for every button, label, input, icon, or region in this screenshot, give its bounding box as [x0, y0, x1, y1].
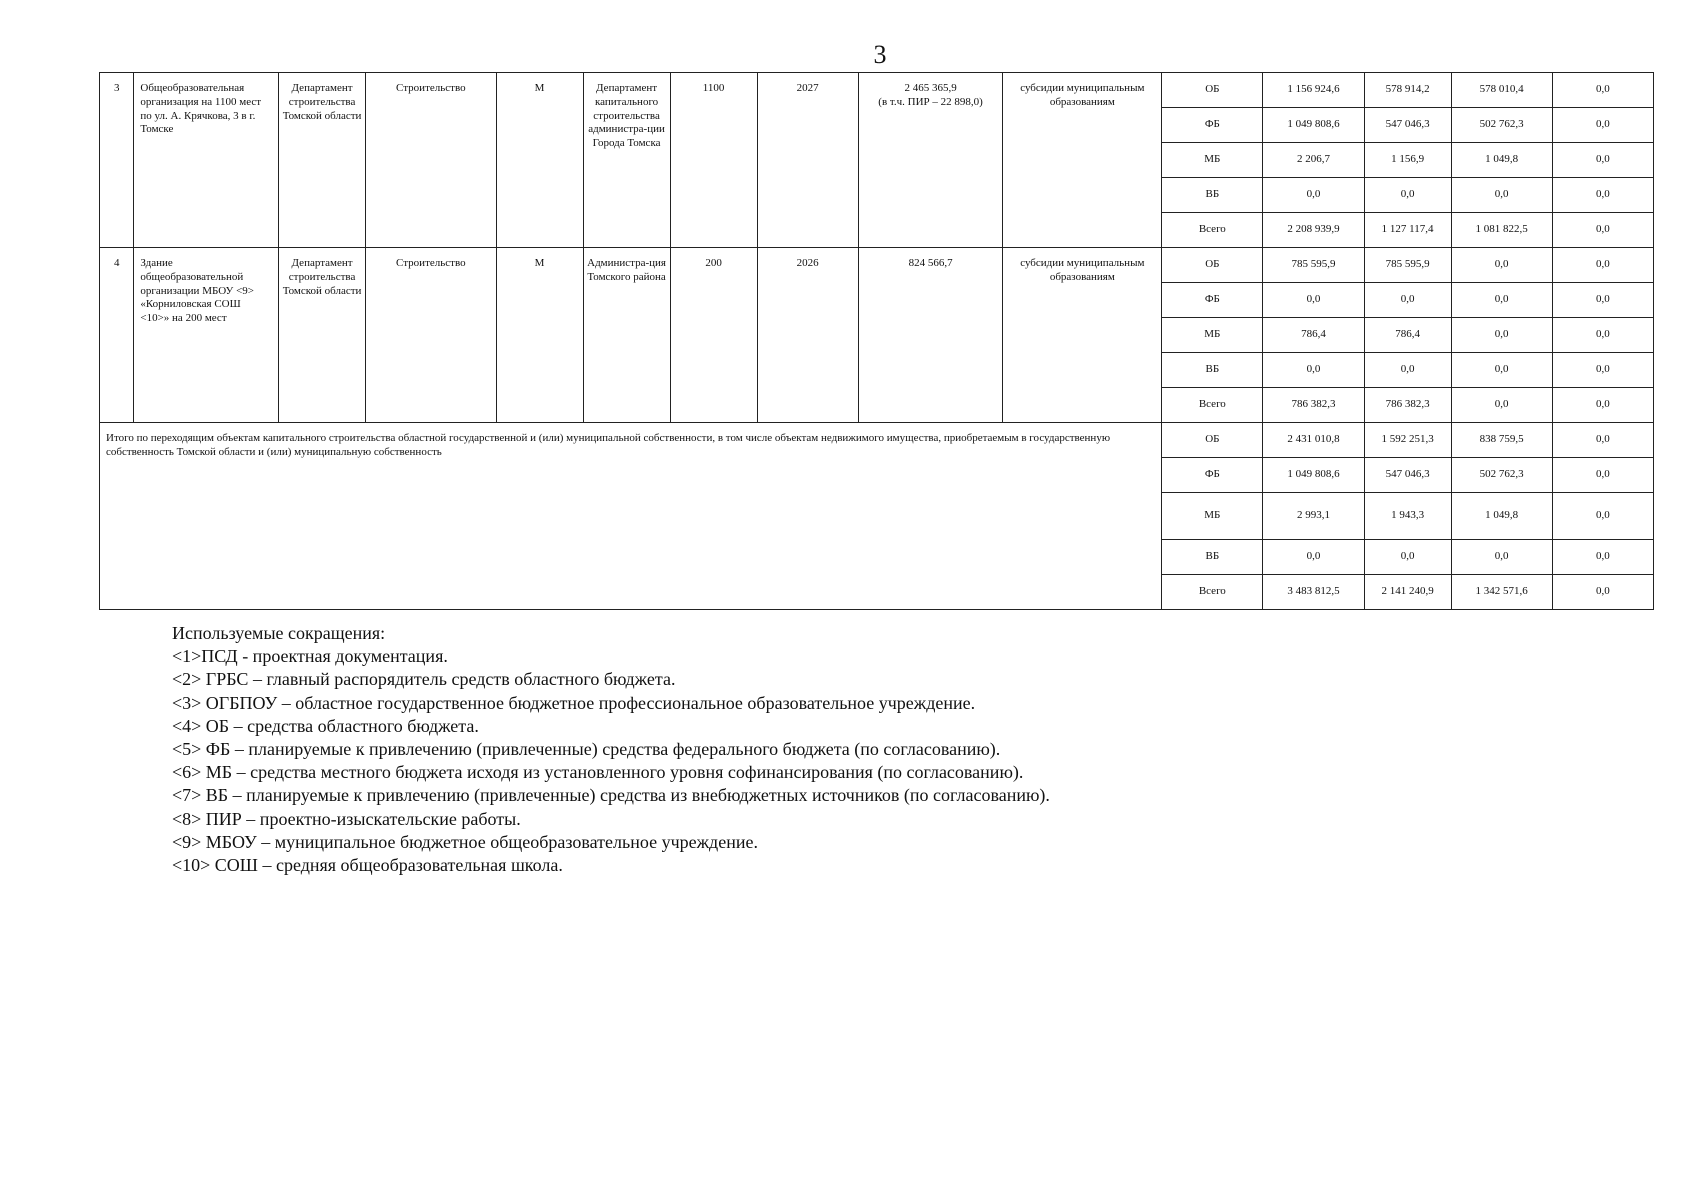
- ownership-form-cell: М: [496, 248, 583, 423]
- table-row: [100, 248, 1654, 283]
- amount-year3: 0,0: [1552, 283, 1653, 318]
- ownership-form-cell: М: [496, 73, 583, 248]
- amount-year3: 0,0: [1552, 353, 1653, 388]
- row-number: 4: [100, 248, 134, 423]
- capacity-cell: 1100: [670, 73, 757, 248]
- amount-year2: 578 010,4: [1451, 73, 1552, 108]
- object-name: Общеобразовательная организация на 1100 мест по ул. А. Крячкова, 3 в г. Томске: [134, 73, 279, 248]
- amount-total: 2 993,1: [1263, 493, 1364, 540]
- row-number: 3: [100, 73, 134, 248]
- amount-year1: 0,0: [1364, 283, 1451, 318]
- amount-year1: 1 592 251,3: [1364, 423, 1451, 458]
- note-item: <2> ГРБС – главный распорядитель средств областного бюджета.: [172, 669, 676, 690]
- amount-year1: 0,0: [1364, 178, 1451, 213]
- funding-source: Всего: [1162, 575, 1263, 610]
- amount-year1: 578 914,2: [1364, 73, 1451, 108]
- amount-year3: 0,0: [1552, 423, 1653, 458]
- amount-year1: 786,4: [1364, 318, 1451, 353]
- funding-form-cell: субсидии муниципальным образованиям: [1003, 248, 1162, 423]
- amount-total: 2 208 939,9: [1263, 213, 1364, 248]
- amount-year1: 0,0: [1364, 540, 1451, 575]
- amount-total: 0,0: [1263, 353, 1364, 388]
- amount-total: 2 206,7: [1263, 143, 1364, 178]
- estimated-cost-cell: [858, 248, 1003, 423]
- amount-year3: 0,0: [1552, 318, 1653, 353]
- note-item: <3> ОГБПОУ – областное государственное бюджетное профессиональное образовательное учреждение.: [172, 692, 976, 713]
- note-item: <6> МБ – средства местного бюджета исходя из установленного уровня софинансирования (по согласованию).: [172, 762, 1024, 783]
- year-cell: 2027: [757, 73, 858, 248]
- year-cell: 2026: [757, 248, 858, 423]
- amount-year2: 0,0: [1451, 283, 1552, 318]
- amount-year1: 786 382,3: [1364, 388, 1451, 423]
- note-item: <10> СОШ – средняя общеобразовательная школа.: [172, 855, 563, 876]
- amount-total: 785 595,9: [1263, 248, 1364, 283]
- amount-year2: 0,0: [1451, 318, 1552, 353]
- note-item: <7> ВБ – планируемые к привлечению (привлеченные) средства из внебюджетных источников (по согласованию).: [172, 785, 1050, 806]
- amount-year2: 0,0: [1451, 540, 1552, 575]
- amount-year2: 0,0: [1451, 178, 1552, 213]
- funding-source: Всего: [1162, 213, 1263, 248]
- capacity-cell: 200: [670, 248, 757, 423]
- funding-source: МБ: [1162, 143, 1263, 178]
- amount-year3: 0,0: [1552, 388, 1653, 423]
- object-name: Здание общеобразовательной организации МБОУ <9> «Корниловская СОШ <10>» на 200 мест: [134, 248, 279, 423]
- amount-total: 2 431 010,8: [1263, 423, 1364, 458]
- amount-year2: 502 762,3: [1451, 458, 1552, 493]
- amount-total: 1 156 924,6: [1263, 73, 1364, 108]
- estimated-cost-note: (в т.ч. ПИР – 22 898,0): [878, 95, 983, 108]
- amount-year3: 0,0: [1552, 540, 1653, 575]
- amount-year1: 547 046,3: [1364, 458, 1451, 493]
- amount-year3: 0,0: [1552, 575, 1653, 610]
- customer-cell: Департамент капитального строительства администра-ции Города Томска: [583, 73, 670, 248]
- amount-total: 1 049 808,6: [1263, 108, 1364, 143]
- amount-year2: 0,0: [1451, 388, 1552, 423]
- amount-year1: 1 127 117,4: [1364, 213, 1451, 248]
- amount-year1: 0,0: [1364, 353, 1451, 388]
- note-item: <1>ПСД - проектная документация.: [172, 646, 448, 667]
- funding-source: ФБ: [1162, 283, 1263, 318]
- amount-total: 786 382,3: [1263, 388, 1364, 423]
- work-kind-cell: Строительство: [366, 248, 497, 423]
- page-number: 3: [873, 40, 887, 69]
- funding-form-cell: субсидии муниципальным образованиям: [1003, 73, 1162, 248]
- work-kind-cell: Строительство: [366, 73, 497, 248]
- grbs-cell: Департамент строительства Томской области: [279, 248, 366, 423]
- funding-source: Всего: [1162, 388, 1263, 423]
- funding-source: ФБ: [1162, 108, 1263, 143]
- amount-year1: 1 156,9: [1364, 143, 1451, 178]
- amount-total: 0,0: [1263, 178, 1364, 213]
- table-row: [100, 73, 1654, 108]
- amount-year3: 0,0: [1552, 73, 1653, 108]
- amount-year1: 1 943,3: [1364, 493, 1451, 540]
- funding-source: ОБ: [1162, 423, 1263, 458]
- amount-total: 0,0: [1263, 283, 1364, 318]
- funding-source: ОБ: [1162, 248, 1263, 283]
- amount-year1: 2 141 240,9: [1364, 575, 1451, 610]
- amount-year2: 0,0: [1451, 353, 1552, 388]
- note-item: <8> ПИР – проектно-изыскательские работы.: [172, 808, 521, 829]
- funding-source: МБ: [1162, 318, 1263, 353]
- amount-year2: 838 759,5: [1451, 423, 1552, 458]
- customer-cell: Администра-ция Томского района: [583, 248, 670, 423]
- estimated-cost-cell: [858, 73, 1003, 248]
- amount-total: 3 483 812,5: [1263, 575, 1364, 610]
- estimated-cost-value: 824 566,7: [908, 257, 953, 269]
- abbreviations-notes: [172, 622, 1050, 877]
- table-row: [100, 423, 1654, 458]
- amount-year2: 0,0: [1451, 248, 1552, 283]
- note-item: <5> ФБ – планируемые к привлечению (привлеченные) средства федерального бюджета (по согласованию).: [172, 739, 1001, 760]
- note-item: <4> ОБ – средства областного бюджета.: [172, 715, 479, 736]
- funding-source: ВБ: [1162, 178, 1263, 213]
- amount-year1: 785 595,9: [1364, 248, 1451, 283]
- funding-source: ФБ: [1162, 458, 1263, 493]
- funding-source: ВБ: [1162, 540, 1263, 575]
- amount-year2: 1 342 571,6: [1451, 575, 1552, 610]
- funding-source: МБ: [1162, 493, 1263, 540]
- amount-total: 0,0: [1263, 540, 1364, 575]
- amount-year3: 0,0: [1552, 248, 1653, 283]
- notes-title: Используемые сокращения:: [172, 623, 386, 643]
- amount-year3: 0,0: [1552, 493, 1653, 540]
- amount-year3: 0,0: [1552, 458, 1653, 493]
- amount-year2: 1 049,8: [1451, 493, 1552, 540]
- amount-total: 1 049 808,6: [1263, 458, 1364, 493]
- grbs-cell: Департамент строительства Томской области: [279, 73, 366, 248]
- amount-year2: 1 081 822,5: [1451, 213, 1552, 248]
- amount-year1: 547 046,3: [1364, 108, 1451, 143]
- amount-year2: 502 762,3: [1451, 108, 1552, 143]
- amount-year2: 1 049,8: [1451, 143, 1552, 178]
- amount-year3: 0,0: [1552, 178, 1653, 213]
- estimated-cost-value: 2 465 365,9: [904, 82, 957, 94]
- amount-year3: 0,0: [1552, 108, 1653, 143]
- amount-year3: 0,0: [1552, 213, 1653, 248]
- funding-source: ОБ: [1162, 73, 1263, 108]
- amount-year3: 0,0: [1552, 143, 1653, 178]
- total-label: Итого по переходящим объектам капитального строительства областной государственной и (или) муниципальной собственности, в том числе объектам недвижимого имущества, приобретаемым в государственную собственность Томской области и (или) муниципальную собственность: [100, 423, 1162, 610]
- funding-source: ВБ: [1162, 353, 1263, 388]
- note-item: <9> МБОУ – муниципальное бюджетное общеобразовательное учреждение.: [172, 831, 758, 852]
- capital-construction-table: [99, 72, 1654, 610]
- amount-total: 786,4: [1263, 318, 1364, 353]
